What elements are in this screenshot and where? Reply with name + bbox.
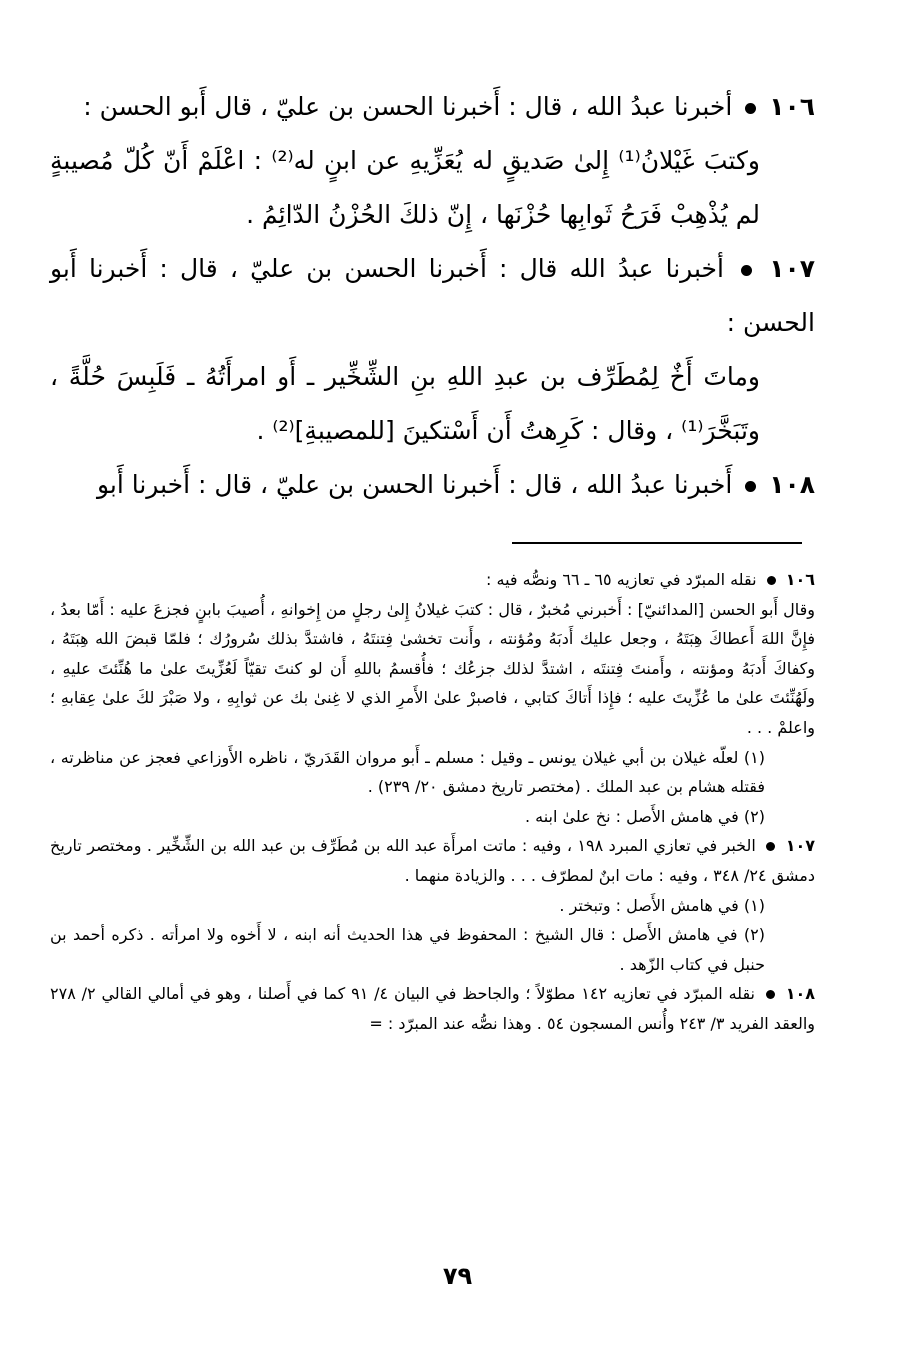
note-text: نقله المبرّد في تعازيه ٦٥ ـ ٦٦ ونصُّه فيه :: [486, 570, 757, 589]
note-107: [50, 831, 815, 890]
footnote-106-2: (٢) في هامش الأَصل : نخ علىٰ ابنه .: [524, 806, 765, 826]
entry-106-body: وكتبَ غَيْلانُ⁽¹⁾ إِلىٰ صَديقٍ له يُعَزِّيهِ عن ابنٍ له⁽²⁾ : اعْلَمْ أَنّ كُلّ مُصيبةٍ لم يُذْهِبْ فَرَحُ ثَوابِها حُزْنَها ، إِنّ ذلكَ الحُزْنُ الدّائِمُ .: [50, 146, 760, 229]
footnote-107-1: (١) في هامش الأَصل : وتبختر .: [559, 895, 765, 915]
note-text: الخبر في تعازي المبرد ١٩٨ ، وفيه : ماتت امرأَة عبد الله بن مُطَرِّف بن عبد الله بن الشِّخِّير . ومختصر تاريخ دمشق ٢٤/ ٣٤٨ ، وفيه : مات ابنٌ لمطرّف . . . والزيادة منهما .: [50, 836, 815, 885]
isnad-text: أخبرنا عبدُ الله قال : أَخبرنا الحسن بن عليّ ، قال : أَخبرنا أَبو الحسن :: [50, 254, 815, 337]
page-number: ٧٩: [442, 1262, 473, 1290]
entry-107-body: وماتَ أَخٌ لِمُطَرِّف بن عبدِ اللهِ بنِ الشِّخِّير ـ أَو امرأَتُهُ ـ فَلَبِسَ حُلَّةً ، وتَبَخَّرَ⁽¹⁾ ، وقال : كَرِهتُ أَن أَسْتكينَ [للمصيبةِ]⁽²⁾ .: [50, 362, 760, 445]
note-number: ١٠٦: [785, 570, 815, 589]
footnote-106-1: (١) لعلّه غيلان بن أبي غيلان يونس ـ وقيل : مسلم ـ أَبو مروان القَدَريّ ، ناظره الأَوزاعي فعجز عن مناظرته ، فقتله هشام بن عبد الملك . (مختصر تاريخ دمشق ٢٠/ ٢٣٩) .: [50, 747, 765, 797]
isnad-text: أخبرنا عبدُ الله ، قال : أَخبرنا الحسن بن عليّ ، قال أَبو الحسن :: [83, 92, 733, 121]
note-108: [50, 979, 815, 1038]
note-number: ١٠٨: [785, 984, 815, 1004]
footnote-separator: [512, 542, 802, 544]
entry-107: [50, 242, 815, 350]
note-number: ١٠٧: [785, 836, 816, 856]
note-106-quote: وقال أَبو الحسن [المدائنيّ] : أَخبرني مُخبرٌ ، قال : كتبَ غيلانُ إِلىٰ رجلٍ من إِخوانهِ ، أُصيبَ بابنٍ فجزعَ عليه : أَمّا بعدُ ، فإِنَّ اللهَ أَعطاكَ هِبَتَهُ ، وجعل عليك أَدبَهُ ومُؤنته ، وأَنت تخشىٰ فِتنتَهُ ، فاشتدَّ بذلك سُرورُك ؛ فلمّا قبضَ الله هِبَتَهُ ، وكفاكَ أَدبَهُ ومؤنته ، وأَمنتَ فِتنتَه ، اشتدَّ لذلك جزعُك ؛ فأُقسمُ باللهِ أَن لو كنتَ تقيّاً لَعُزِّيتَ علىٰ ما هُنِّئتَ عليهِ ، ولَهُنِّئتَ علىٰ ما عُزِّيتَ عليه ؛ فإِذا أَتاكَ كتابي ، فاصبرْ علىٰ الأَمرِ الذي لا غِنىٰ بك عن ثوابِهِ ، ولا صَبْرَ لكَ علىٰ عِقابهِ ؛ واعلمْ . . .: [50, 599, 815, 737]
bullet-dot-icon: [766, 842, 775, 851]
bullet-dot-icon: [745, 481, 756, 492]
bullet-dot-icon: [766, 990, 775, 999]
bullet-dot-icon: [767, 576, 776, 585]
main-text: [50, 80, 815, 512]
entry-number: ١٠٦: [769, 92, 815, 121]
note-text: نقله المبرّد في تعازيه ١٤٢ مطوّلاً ؛ والجاحظ في البيان ٤/ ٩١ كما في أَصلنا ، وهو في أمالي القالي ٢/ ٢٧٨ والعقد الفريد ٣/ ٢٤٣ وأُنس المسجون ٥٤ . وهذا نصُّه عند المبرّد : =: [50, 984, 815, 1033]
isnad-text: أَخبرنا عبدُ الله ، قال : أَخبرنا الحسن بن عليّ ، قال : أَخبرنا أَبو: [96, 470, 733, 499]
bullet-dot-icon: [745, 103, 756, 114]
entry-106: [50, 80, 815, 134]
note-106: [50, 565, 815, 595]
bullet-dot-icon: [741, 265, 752, 276]
footnotes: [50, 565, 815, 1039]
entry-number: ١٠٧: [769, 254, 816, 283]
entry-108: [50, 458, 815, 512]
entry-number: ١٠٨: [769, 470, 815, 499]
footnote-107-2: (٢) في هامش الأَصل : قال الشيخ : المحفوظ في هذا الحديث أنه ابنه ، لا أَخوه ولا امرأته . ذكره أحمد بن حنبل في كتاب الزّهد .: [50, 925, 765, 974]
